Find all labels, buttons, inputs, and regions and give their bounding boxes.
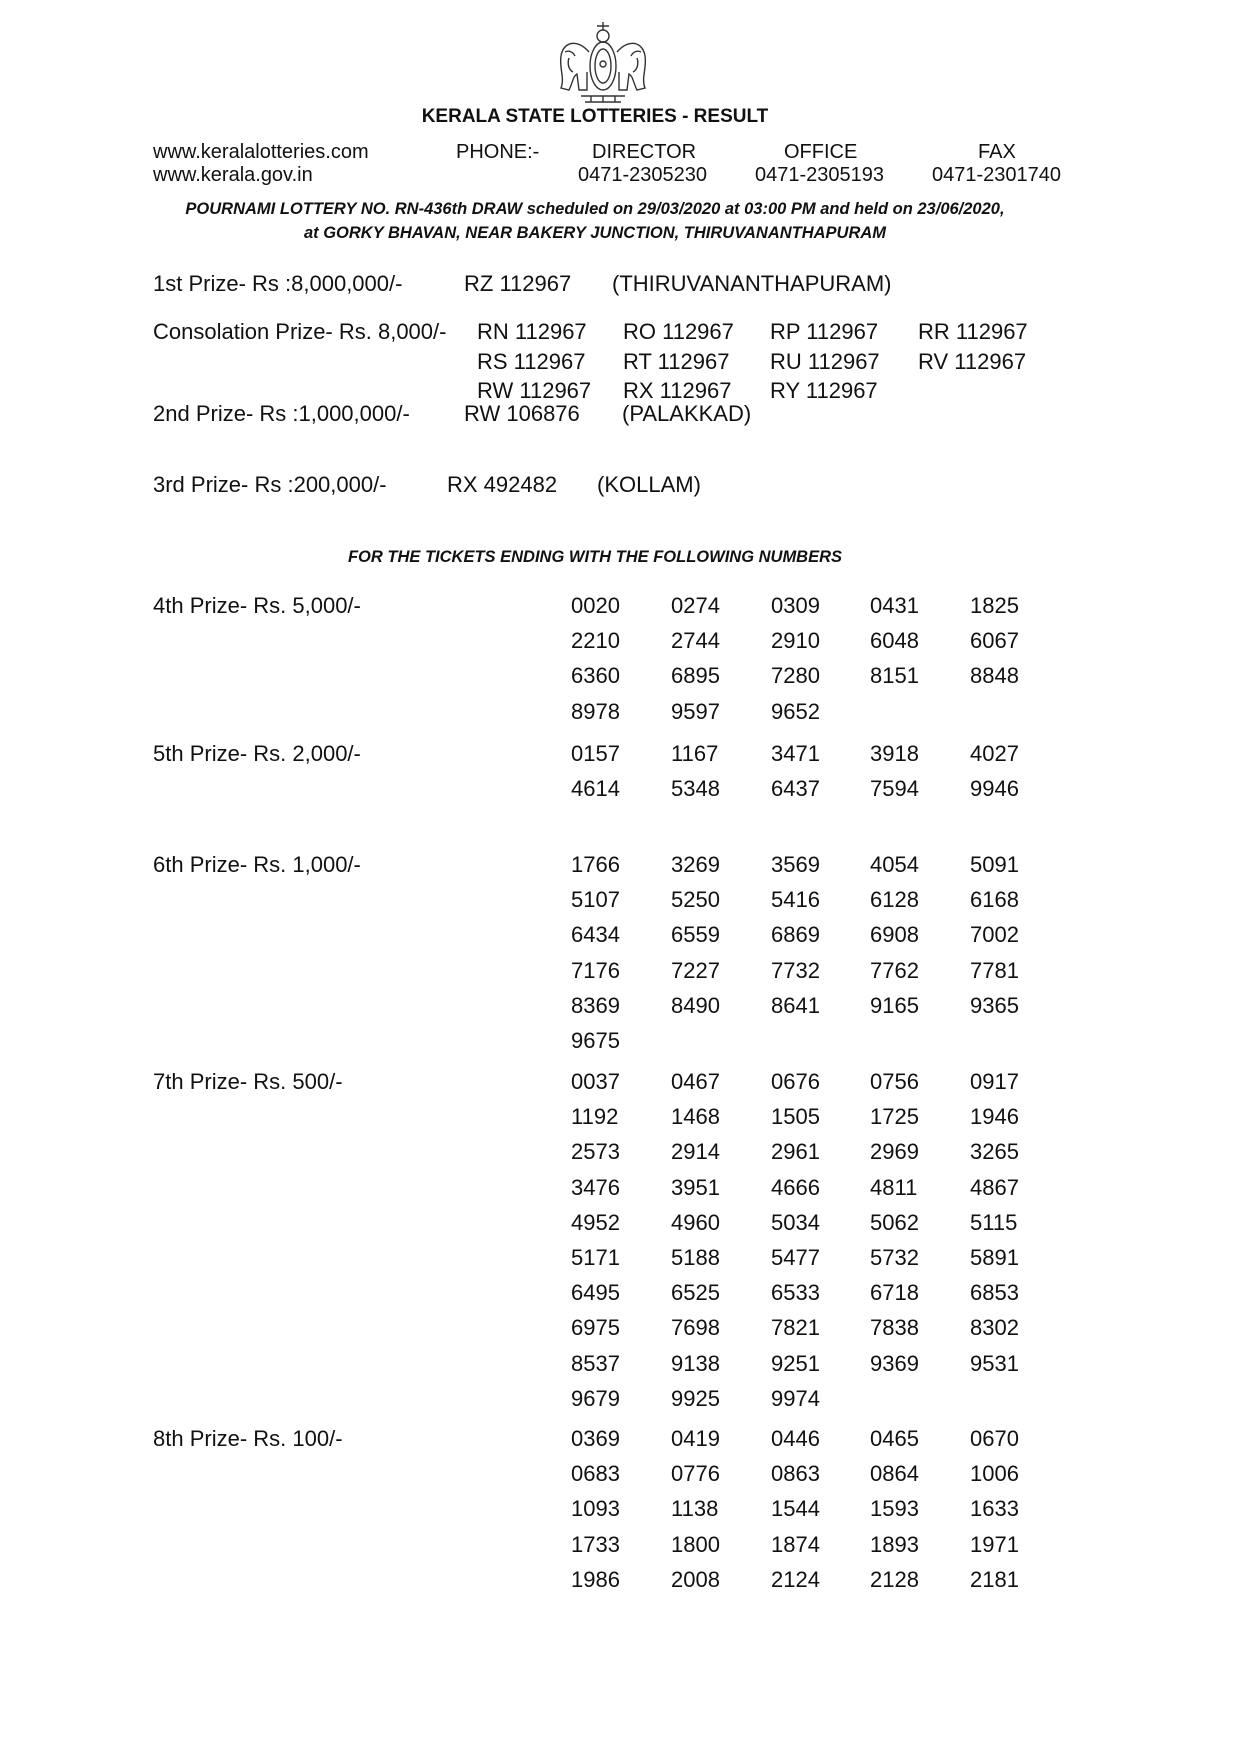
consolation-ticket: RT 112967 [623,349,730,374]
winning-number: 6067 [970,628,1019,654]
winning-number: 2910 [771,628,820,654]
winning-number: 5188 [671,1245,720,1270]
winning-number: 3265 [970,1139,1019,1165]
winning-number: 6908 [870,922,919,948]
winning-number: 1006 [970,1461,1019,1487]
winning-number: 1633 [970,1496,1019,1522]
winning-number: 6718 [870,1280,919,1306]
phone-label: PHONE:- [456,141,540,163]
consolation-ticket: RO 112967 [623,319,734,344]
consolation-ticket: RW 112967 [477,378,592,403]
winning-number: 2969 [870,1139,919,1165]
winning-number: 5732 [870,1245,919,1270]
winning-number: 5062 [870,1209,919,1235]
winning-number: 1093 [571,1496,620,1522]
winning-number: 7732 [771,957,820,983]
second-prize-label: 2nd Prize- Rs :1,000,000/- [153,401,410,426]
winning-number: 8537 [571,1350,620,1376]
winning-number: 1946 [970,1104,1019,1130]
winning-number: 4811 [870,1174,918,1200]
third-prize-label: 3rd Prize- Rs :200,000/- [153,472,387,497]
winning-number: 1874 [771,1531,820,1557]
winning-number: 4867 [970,1174,1019,1200]
winning-number: 7821 [771,1315,820,1341]
winning-number: 9679 [571,1385,620,1411]
winning-number: 2744 [671,628,720,654]
winning-number: 4054 [870,852,919,877]
winning-number: 6533 [771,1280,820,1306]
second-prize-ticket: RW 106876 [464,401,580,426]
winning-number: 5115 [970,1209,1018,1235]
page-title: KERALA STATE LOTTERIES - RESULT [421,106,769,127]
winning-number: 0431 [870,593,919,618]
winning-number: 0157 [571,741,620,766]
winning-number: 8641 [771,992,820,1018]
prize-label: 8th Prize- Rs. 100/- [153,1426,343,1451]
winning-number: 5416 [771,887,820,913]
prize-label: 4th Prize- Rs. 5,000/- [153,593,361,618]
winning-number: 8848 [970,663,1019,689]
winning-number: 3471 [771,741,820,766]
winning-number: 1800 [671,1531,720,1557]
winning-number: 3476 [571,1174,620,1200]
winning-number: 1725 [870,1104,919,1130]
winning-number: 4960 [671,1209,720,1235]
winning-number: 6495 [571,1280,620,1306]
winning-number: 0419 [671,1426,720,1451]
winning-number: 0309 [771,593,820,618]
winning-number: 0756 [870,1069,919,1094]
winning-number: 9597 [671,698,720,724]
first-prize-place: (THIRUVANANTHAPURAM) [612,271,892,296]
winning-number: 7838 [870,1315,919,1341]
winning-number: 7594 [870,776,919,802]
winning-number: 9165 [870,992,919,1018]
winning-number: 5250 [671,887,720,913]
winning-number: 1167 [671,741,719,766]
website-link-1[interactable]: www.keralalotteries.com [153,141,369,163]
consolation-ticket: RN 112967 [477,319,587,344]
winning-number: 1505 [771,1104,820,1130]
winning-number: 0369 [571,1426,620,1451]
winning-number: 1825 [970,593,1019,618]
winning-number: 9531 [970,1350,1019,1376]
winning-number: 1593 [870,1496,919,1522]
winning-number: 1733 [571,1531,620,1557]
consolation-ticket: RR 112967 [918,319,1028,344]
prize-label: 5th Prize- Rs. 2,000/- [153,741,361,766]
second-prize-place: (PALAKKAD) [622,401,752,426]
winning-number: 1138 [671,1496,719,1522]
winning-number: 6895 [671,663,720,689]
winning-number: 2961 [771,1139,820,1165]
winning-number: 0863 [771,1461,820,1487]
first-prize-ticket: RZ 112967 [464,271,572,296]
winning-number: 5891 [970,1245,1019,1270]
office-phone: 0471-2305193 [755,164,885,186]
winning-number: 9652 [771,698,820,724]
winning-number: 6437 [771,776,820,802]
draw-info-line-1: POURNAMI LOTTERY NO. RN-436th DRAW scheduled on 29/03/2020 at 03:00 PM and held on 23/06/2020, [185,200,1005,218]
winning-number: 9365 [970,992,1019,1018]
office-label: OFFICE [784,141,858,163]
winning-number: 6975 [571,1315,620,1341]
winning-number: 2124 [771,1566,820,1592]
winning-number: 5034 [771,1209,820,1235]
fax-phone: 0471-2301740 [932,164,1062,186]
winning-number: 3569 [771,852,820,877]
winning-number: 6853 [970,1280,1019,1306]
winning-number: 0037 [571,1069,620,1094]
winning-number: 9251 [771,1350,820,1376]
winning-number: 9675 [571,1028,620,1053]
winning-number: 5348 [671,776,720,802]
winning-number: 1192 [571,1104,619,1130]
winning-number: 4027 [970,741,1019,766]
winning-number: 8978 [571,698,620,724]
consolation-ticket: RP 112967 [770,319,879,344]
winning-number: 7002 [970,922,1019,948]
winning-number: 9946 [970,776,1019,802]
winning-number: 4614 [571,776,620,802]
ending-numbers-note: FOR THE TICKETS ENDING WITH THE FOLLOWING NUMBERS [347,548,843,566]
winning-number: 0465 [870,1426,919,1451]
winning-number: 0776 [671,1461,720,1487]
winning-number: 3918 [870,741,919,766]
winning-number: 0467 [671,1069,720,1094]
winning-number: 0864 [870,1461,919,1487]
winning-number: 0020 [571,593,620,618]
winning-number: 1544 [771,1496,820,1522]
winning-number: 3951 [671,1174,720,1200]
winning-number: 2914 [671,1139,720,1165]
winning-number: 6048 [870,628,919,654]
consolation-ticket: RX 112967 [623,378,732,403]
winning-number: 8369 [571,992,620,1018]
winning-number: 4952 [571,1209,620,1235]
winning-number: 8302 [970,1315,1019,1341]
website-link-2[interactable]: www.kerala.gov.in [153,164,313,186]
winning-number: 2008 [671,1566,720,1592]
director-label: DIRECTOR [592,141,697,163]
third-prize-place: (KOLLAM) [597,472,701,497]
winning-number: 2573 [571,1139,620,1165]
winning-number: 1766 [571,852,620,877]
consolation-prize-label: Consolation Prize- Rs. 8,000/- [153,319,447,344]
winning-number: 0917 [970,1069,1019,1094]
prize-label: 7th Prize- Rs. 500/- [153,1069,343,1094]
consolation-ticket: RU 112967 [770,349,880,374]
winning-number: 7280 [771,663,820,689]
winning-number: 9138 [671,1350,720,1376]
winning-number: 1468 [671,1104,720,1130]
winning-number: 0676 [771,1069,820,1094]
winning-number: 4666 [771,1174,820,1200]
third-prize-ticket: RX 492482 [447,472,558,497]
winning-number: 9925 [671,1385,720,1411]
winning-number: 7781 [970,957,1019,983]
winning-number: 0274 [671,593,720,618]
winning-number: 5477 [771,1245,820,1270]
winning-number: 5171 [571,1245,620,1270]
winning-number: 7698 [671,1315,720,1341]
winning-number: 8490 [671,992,720,1018]
consolation-ticket: RS 112967 [477,349,586,374]
winning-number: 2210 [571,628,620,654]
winning-number: 1893 [870,1531,919,1557]
winning-number: 3269 [671,852,720,877]
draw-info-line-2: at GORKY BHAVAN, NEAR BAKERY JUNCTION, THIRUVANANTHAPURAM [303,224,887,242]
consolation-ticket: RV 112967 [918,349,1027,374]
winning-number: 6559 [671,922,720,948]
winning-number: 6869 [771,922,820,948]
winning-number: 7762 [870,957,919,983]
fax-label: FAX [978,141,1016,163]
winning-number: 0670 [970,1426,1019,1451]
winning-number: 7227 [671,957,720,983]
winning-number: 9974 [771,1385,820,1411]
winning-number: 0683 [571,1461,620,1487]
winning-number: 2181 [970,1566,1019,1592]
winning-number: 1971 [970,1531,1019,1557]
winning-number: 9369 [870,1350,919,1376]
winning-number: 6360 [571,663,620,689]
winning-number: 5107 [571,887,620,913]
winning-number: 8151 [870,663,919,689]
winning-number: 6525 [671,1280,720,1306]
winning-number: 0446 [771,1426,820,1451]
director-phone: 0471-2305230 [578,164,708,186]
winning-number: 6168 [970,887,1019,913]
winning-number: 1986 [571,1566,620,1592]
winning-number: 6128 [870,887,919,913]
consolation-ticket: RY 112967 [770,378,878,403]
winning-number: 2128 [870,1566,919,1592]
winning-number: 5091 [970,852,1019,877]
kerala-emblem-icon [551,16,655,106]
winning-number: 7176 [571,957,620,983]
winning-number: 6434 [571,922,620,948]
first-prize-label: 1st Prize- Rs :8,000,000/- [153,271,403,296]
prize-label: 6th Prize- Rs. 1,000/- [153,852,361,877]
